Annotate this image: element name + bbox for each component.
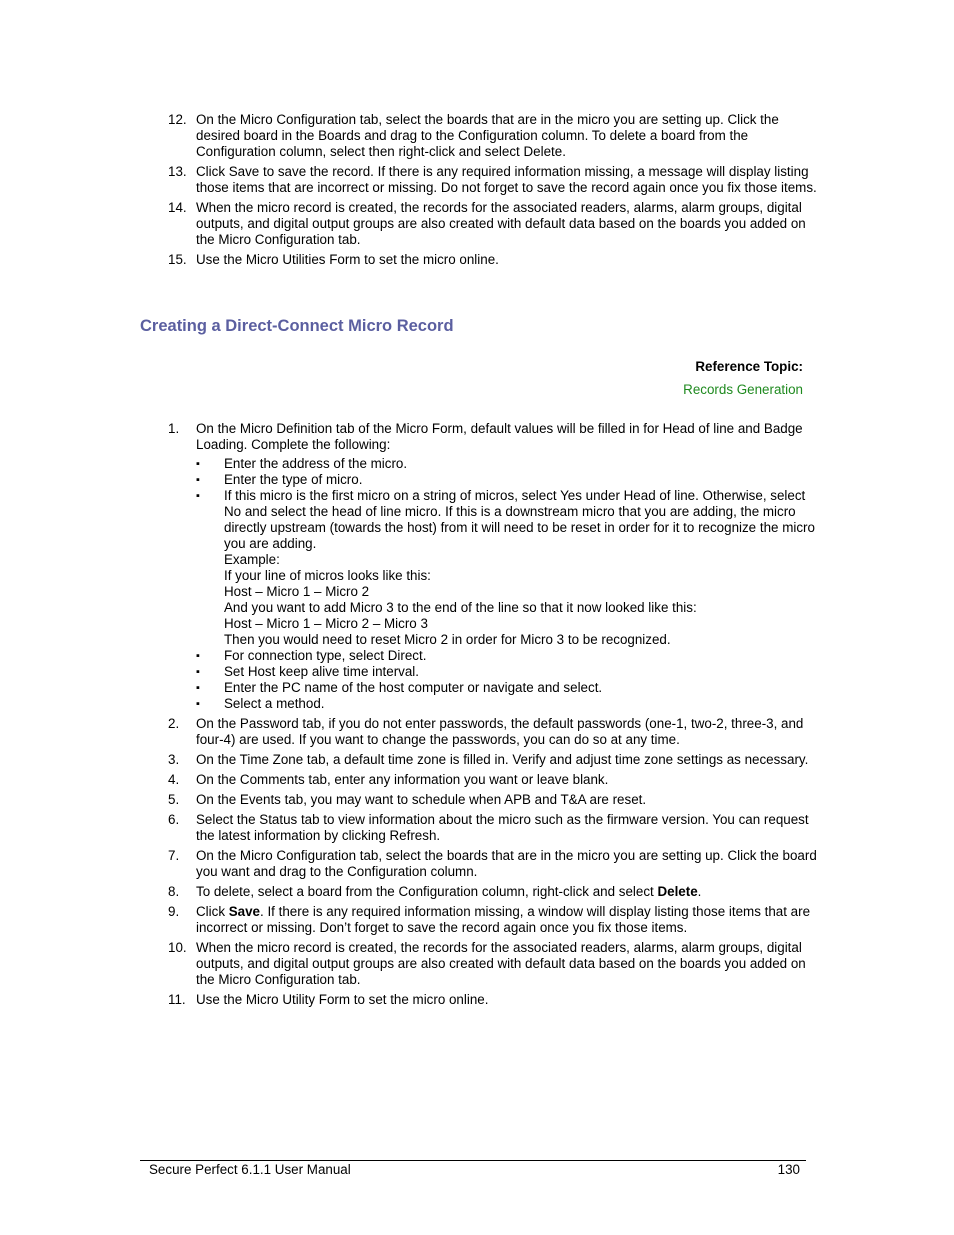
list-item: 10. When the micro record is created, the records for the associated readers, alarms, alarm groups, digital outputs, and digital output groups are also created with default data based on the boards you added on the Micro Configuration tab. — [168, 940, 806, 987]
list-item: 6. Select the Status tab to view information about the micro such as the firmware version. You can request the latest information by clicking Refresh. — [168, 812, 809, 843]
reference-topic-label: Reference Topic: — [695, 359, 803, 374]
bullet-item: ▪ Set Host keep alive time interval. — [196, 664, 818, 680]
list-item: 7. On the Micro Configuration tab, select the boards that are in the micro you are setting up. Click the board you want and drag to the Configuration column. — [168, 848, 817, 879]
list-item: 13. Click Save to save the record. If there is any required information missing, a message will display listing those items that are incorrect or missing. Do not forget to save the record again once you fix those items. — [168, 164, 817, 195]
bullet-item: ▪ If this micro is the first micro on a string of micros, select Yes under Head of line. Otherwise, select No and select the head of line micro. If this is a downstream micro that you are adding, the micro directly upstream (towards the host) from it will need to be reset in order for it to recognize the micro you are adding. Example: If your line of micros looks like this: Host – Micro 1 – Micro 2 And you want to add Micro 3 to the end of the line so that it now looked like this: Host – Micro 1 – Micro 2 – Micro 3 Then you would need to reset Micro 2 in order for Micro 3 to be recognized. — [196, 488, 818, 648]
list-item: 14. When the micro record is created, the records for the associated readers, alarms, alarm groups, digital outputs, and digital output groups are also created with default data based on the boards you added on the Micro Configuration tab. — [168, 200, 806, 247]
section-heading: Creating a Direct-Connect Micro Record — [140, 317, 454, 335]
list-item: 5. On the Events tab, you may want to schedule when APB and T&A are reset. — [168, 792, 647, 807]
top-procedure-list — [168, 112, 818, 272]
list-item: 1. On the Micro Definition tab of the Micro Form, default values will be filled in for Head of line and Badge Loading. Complete the following: ▪ Enter the address of the micro. ▪ Enter the type of micro. ▪ If this micro is the first micro on a string of micros, select Yes under Head of line. Otherwise, select No and select the head of line micro. If this is a downstream micro that you are adding, the micro directly upstream (towards the host) from it will need to be reset in order for it to recognize the micro you are adding. Example: If your line of micros looks like this: Host – Micro 1 – Micro 2 And you want to add Micro 3 to the end of the line so that it now looked like this: Host – Micro 1 – Micro 2 – Micro 3 Then you would need to reset Micro 2 in order for Micro 3 to be recognized. ▪ For connection type, select Direct. ▪ Set Host keep alive time interval. ▪ Enter the PC name of the host computer or navigate and select. ▪ Select a method. — [168, 421, 818, 712]
bullet-item: ▪ Select a method. — [196, 696, 818, 712]
list-item: 2. On the Password tab, if you do not enter passwords, the default passwords (one-1, two-2, three-3, and four-4) are used. If you want to change the passwords, you can do so at any time. — [168, 716, 804, 747]
list-item: 12. On the Micro Configuration tab, select the boards that are in the micro you are setting up. Click the desired board in the Boards and drag to the Configuration column. To delete a board from the Configuration column, select then right-click and select Delete. — [168, 112, 779, 159]
list-item: 4. On the Comments tab, enter any information you want or leave blank. — [168, 772, 609, 787]
bullet-list — [196, 456, 818, 712]
list-item: 3. On the Time Zone tab, a default time zone is filled in. Verify and adjust time zone settings as necessary. — [168, 752, 809, 767]
bullet-item: ▪ Enter the type of micro. — [196, 472, 818, 488]
list-item: 11. Use the Micro Utility Form to set the micro online. — [168, 992, 489, 1007]
bullet-item: ▪ For connection type, select Direct. — [196, 648, 818, 664]
list-item: 15. Use the Micro Utilities Form to set the micro online. — [168, 252, 499, 267]
bullet-item: ▪ Enter the PC name of the host computer or navigate and select. — [196, 680, 818, 696]
main-procedure-list — [168, 421, 818, 1012]
list-item: 8. To delete, select a board from the Configuration column, right-click and select Delete. — [168, 884, 702, 899]
list-item: 9. Click Save. If there is any required information missing, a window will display listing those items that are incorrect or missing. Don’t forget to save the record again once you fix those items. — [168, 904, 811, 935]
footer-page-number: 130 — [777, 1162, 800, 1177]
footer-divider — [140, 1160, 806, 1161]
reference-topic-link[interactable]: Records Generation — [683, 382, 803, 397]
footer-document-title: Secure Perfect 6.1.1 User Manual — [149, 1162, 351, 1177]
bullet-item: ▪ Enter the address of the micro. — [196, 456, 818, 472]
